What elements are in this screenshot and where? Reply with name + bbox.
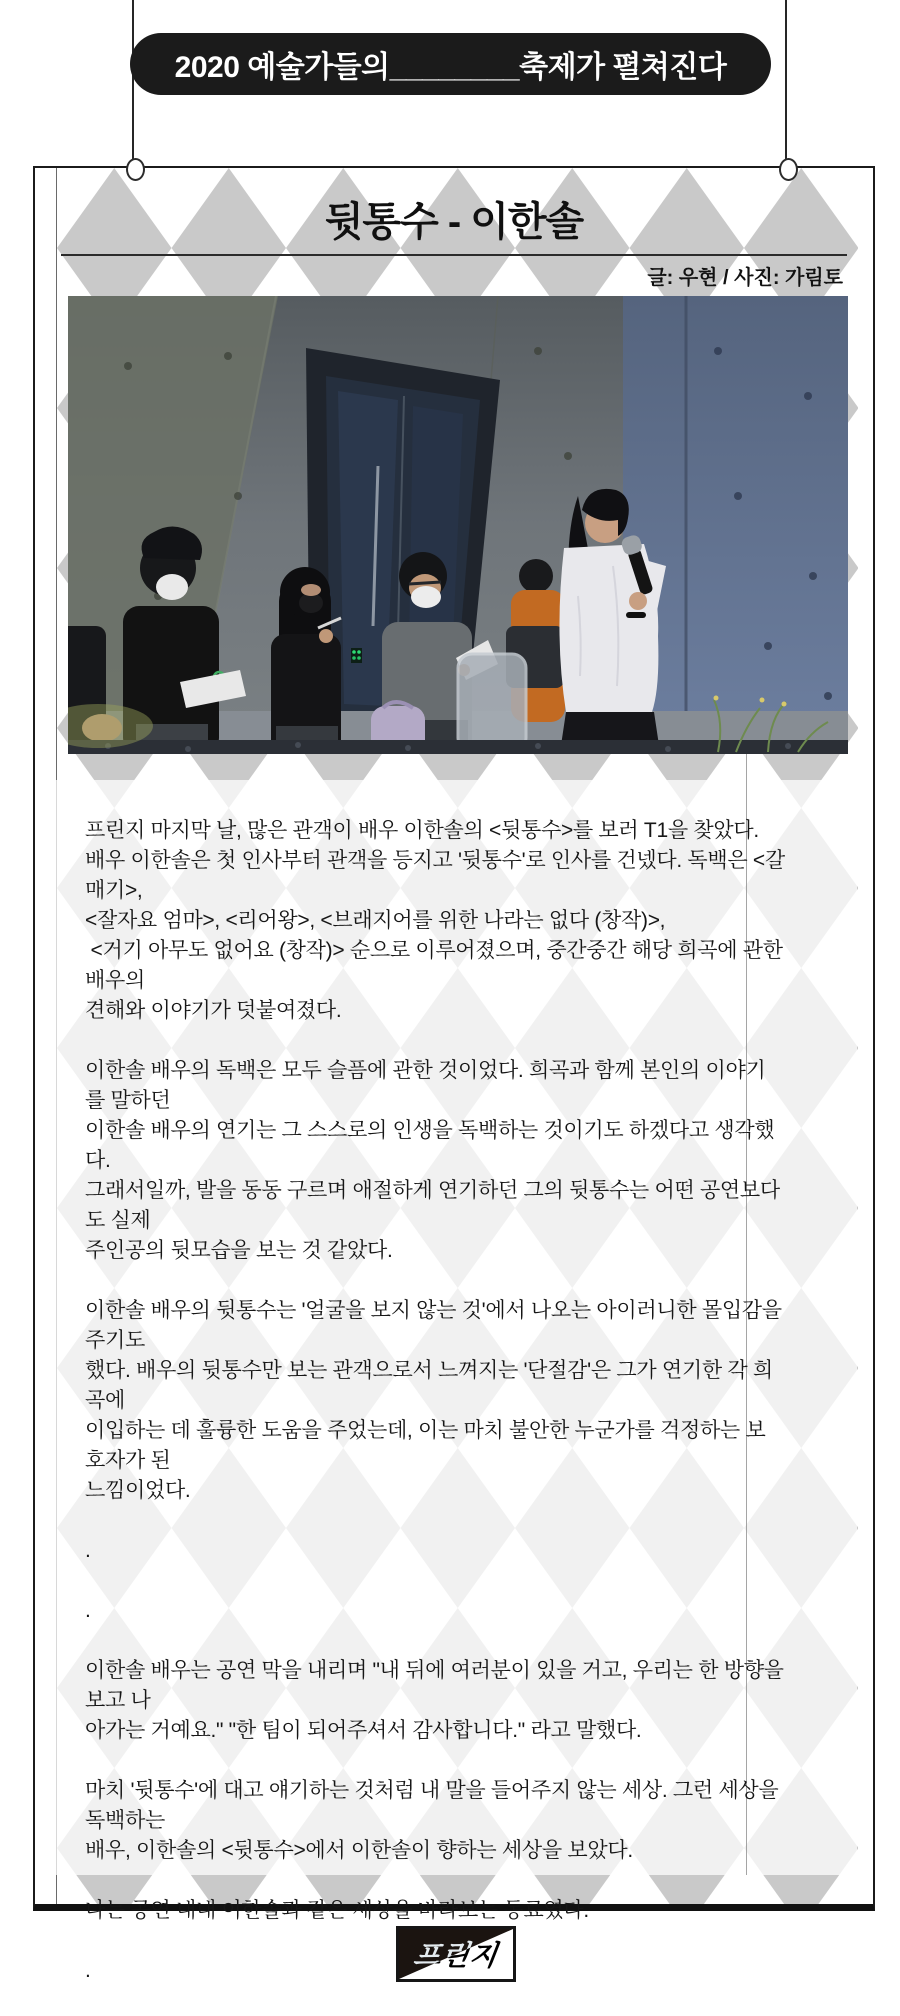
article-paragraph: 나는 공연 내내 이한솔과 같은 세상을 바라보는 동료였다. — [85, 1899, 589, 1922]
byline: 글: 우현 / 사진: 가림토 — [647, 267, 843, 289]
article-paragraph: . — [85, 1599, 91, 1622]
hanging-string-left — [132, 0, 134, 172]
page-title: 뒷통수 - 이한솔 — [324, 200, 584, 244]
festival-banner — [130, 33, 771, 95]
article-paragraph: . — [85, 1959, 91, 1982]
grommet-left — [126, 158, 145, 181]
article-paragraph: . — [85, 1539, 91, 1562]
fringe-logo-text: 프린지 — [411, 1940, 501, 1971]
clear-chair — [458, 654, 526, 752]
article-text — [85, 816, 785, 2016]
article-card — [33, 166, 875, 1982]
grommet-right — [779, 158, 798, 181]
article-paragraph: 이한솔 배우는 공연 막을 내리며 "내 뒤에 여러분이 있을 거고, 우리는 한 방향을 보고 나 아가는 거예요." "한 팀이 되어주셔서 감사합니다." 라고 말했다. — [85, 1659, 784, 1742]
article-paragraph: 이한솔 배우의 독백은 모두 슬픔에 관한 것이었다. 희곡과 함께 본인의 이야기를 말하던 이한솔 배우의 연기는 그 스스로의 인생을 독백하는 것이기도 하겠다고 생각했다. 그래서일까, 발을 동동 구르며 애절하게 연기하던 그의 뒷통수는 어떤 공연보다도 실제 주인공의 뒷모습을 보는 것 같았다. — [85, 1059, 780, 1262]
article-paragraph: 이한솔 배우의 뒷통수는 '얼굴을 보지 않는 것'에서 나오는 아이러니한 몰입감을 주기도 했다. 배우의 뒷통수만 보는 관객으로서 느껴지는 '단절감'은 그가 연기한 각 희곡에 이입하는 데 훌륭한 도움을 주었는데, 이는 마치 불안한 누군가를 걱정하는 보호자가 된 느낌이었다. — [85, 1299, 782, 1502]
article-paragraph: 마치 '뒷통수'에 대고 얘기하는 것처럼 내 말을 들어주지 않는 세상. 그런 세상을 독백하는 배우, 이한솔의 <뒷통수>에서 이한솔이 향하는 세상을 보았다. — [85, 1779, 779, 1862]
article-paragraph: 프린지 마지막 날, 많은 관객이 배우 이한솔의 <뒷통수>를 보러 T1을 찾았다. 배우 이한솔은 첫 인사부터 관객을 등지고 '뒷통수'로 인사를 건넸다. 독백은 <갈매기>, <잘자요 엄마>, <리어왕>, <브래지어를 위한 나라는 없다 (창작)>, <거기 아무도 없어요 (창작)> 순으로 이루어졌으며, 중간중간 해당 희곡에 관한 배우의 견해와 이야기가 덧붙여졌다. — [85, 819, 785, 1022]
stage-photo — [68, 296, 848, 754]
title-divider — [61, 254, 847, 256]
hanging-string-right — [785, 0, 787, 172]
festival-banner-text: 2020 예술가들의________축제가 펼쳐진다 — [174, 51, 727, 84]
